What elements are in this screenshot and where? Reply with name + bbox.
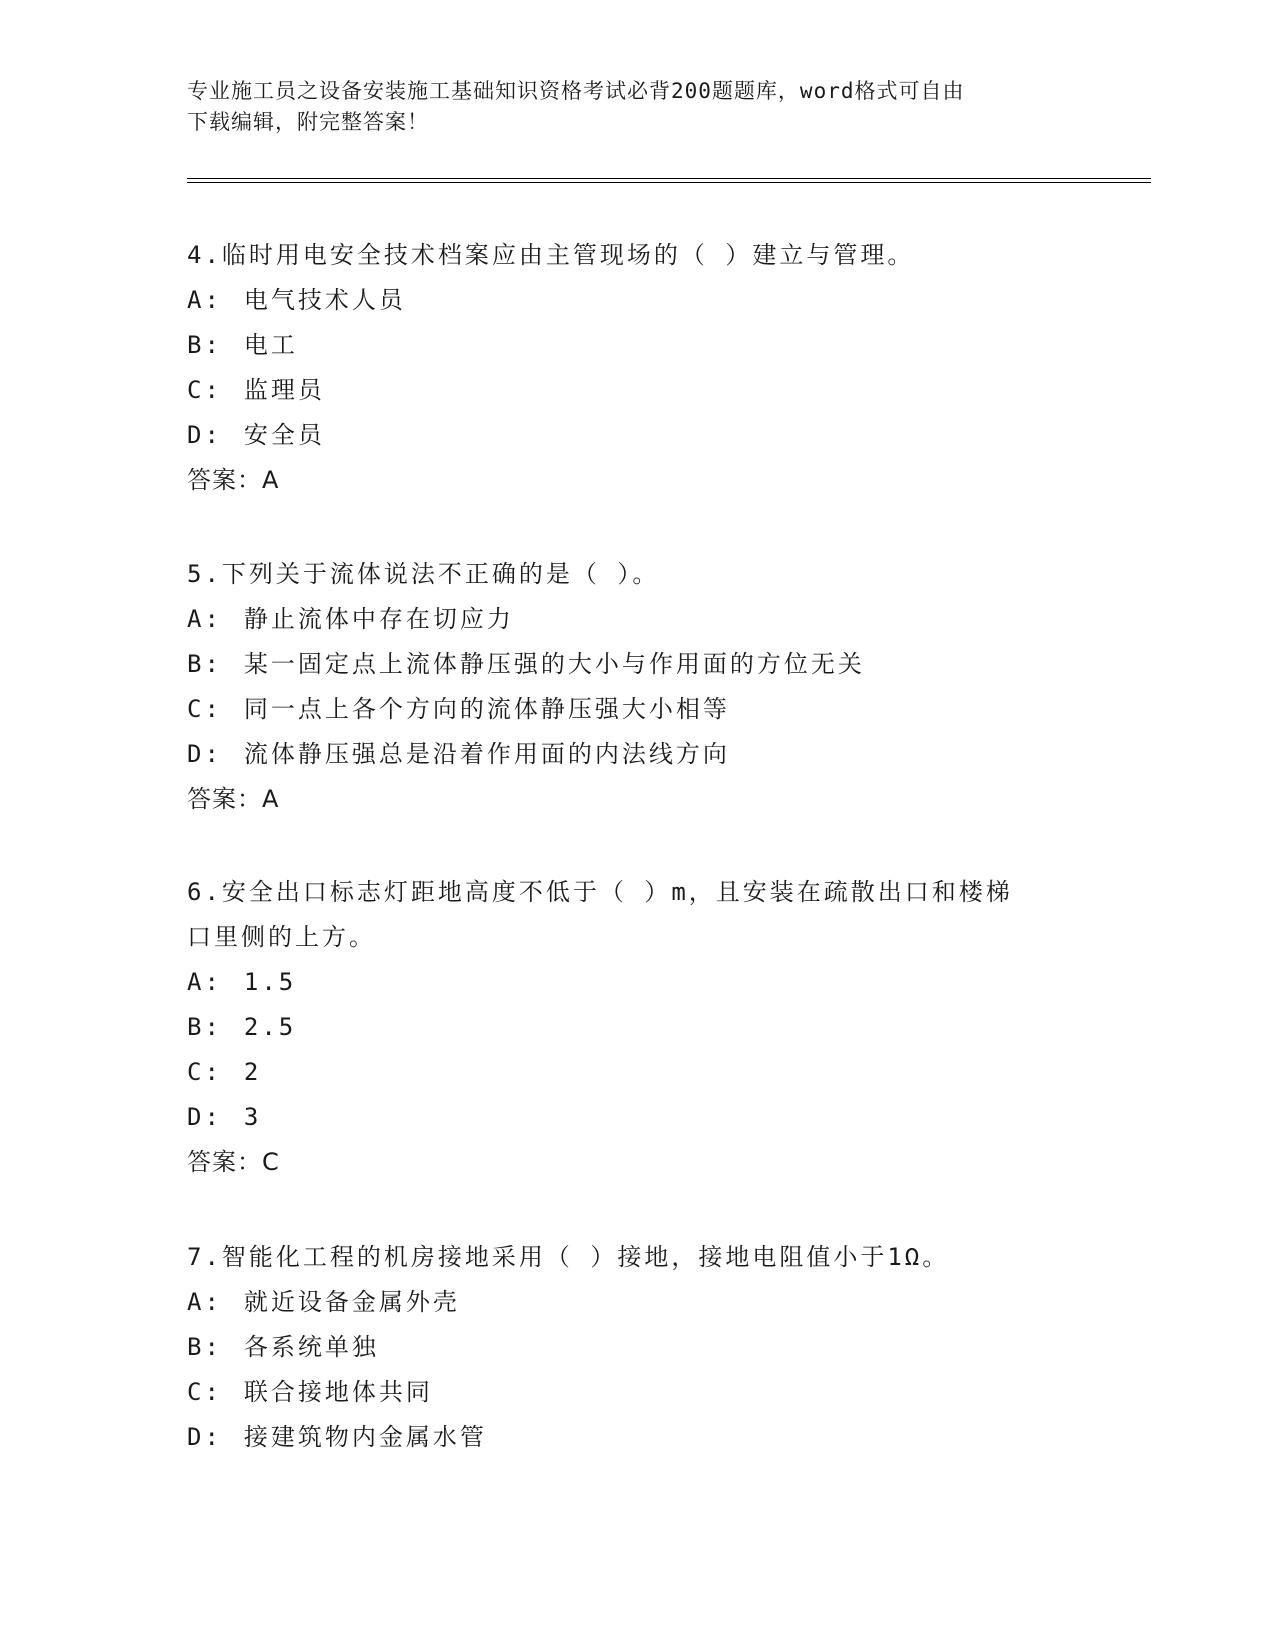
option-c [187, 1370, 1087, 1415]
option-key: C: [187, 1058, 222, 1086]
option-text: 2.5 [243, 1013, 297, 1041]
option-b [187, 642, 1087, 687]
option-a [187, 960, 1087, 1005]
option-text: 同一点上各个方向的流体静压强大小相等 [243, 695, 730, 723]
option-key: A: [187, 968, 222, 996]
option-key: B: [187, 1013, 222, 1041]
question-text-line-2: 口里侧的上方。 [187, 923, 376, 951]
question-text: 7.智能化工程的机房接地采用（ ）接地，接地电阻值小于1Ω。 [187, 1243, 950, 1271]
question-5 [187, 552, 1087, 822]
option-text: 就近设备金属外壳 [243, 1288, 460, 1316]
option-d [187, 413, 1087, 458]
option-a [187, 1280, 1087, 1325]
option-d [187, 1095, 1087, 1140]
option-c [187, 687, 1087, 732]
option-text: 2 [243, 1058, 262, 1086]
answer-line: 答案：C [187, 1148, 280, 1176]
header-line-1: 专业施工员之设备安装施工基础知识资格考试必背200题题库，word格式可自由 [187, 79, 965, 103]
option-text: 电气技术人员 [243, 286, 406, 314]
option-key: D: [187, 740, 222, 768]
option-key: D: [187, 1103, 222, 1131]
option-key: A: [187, 1288, 222, 1316]
option-c [187, 1050, 1087, 1095]
option-text: 流体静压强总是沿着作用面的内法线方向 [243, 740, 730, 768]
option-b [187, 1005, 1087, 1050]
option-text: 监理员 [243, 376, 325, 404]
header-divider-bottom [187, 182, 1151, 183]
option-key: B: [187, 331, 222, 359]
option-key: A: [187, 605, 222, 633]
option-b [187, 1325, 1087, 1370]
option-d [187, 1415, 1087, 1460]
option-a [187, 597, 1087, 642]
question-7 [187, 1235, 1087, 1460]
option-text: 静止流体中存在切应力 [243, 605, 514, 633]
option-b [187, 323, 1087, 368]
option-key: B: [187, 1333, 222, 1361]
header-line-2: 下载编辑，附完整答案！ [187, 110, 429, 134]
document-header [187, 76, 1087, 138]
option-key: D: [187, 421, 222, 449]
option-text: 联合接地体共同 [243, 1378, 433, 1406]
header-divider-top [187, 178, 1151, 179]
option-key: C: [187, 695, 222, 723]
option-text: 电工 [243, 331, 298, 359]
option-key: C: [187, 376, 222, 404]
option-key: A: [187, 286, 222, 314]
option-c [187, 368, 1087, 413]
question-text: 5.下列关于流体说法不正确的是（ ）。 [187, 560, 660, 588]
answer-line: 答案：A [187, 785, 280, 813]
option-key: D: [187, 1423, 222, 1451]
option-text: 1.5 [243, 968, 297, 996]
option-text: 接建筑物内金属水管 [243, 1423, 487, 1451]
option-a [187, 278, 1087, 323]
question-text: 4.临时用电安全技术档案应由主管现场的（ ）建立与管理。 [187, 241, 915, 269]
question-4 [187, 233, 1087, 503]
question-text-line-1: 6.安全出口标志灯距地高度不低于（ ）m，且安装在疏散出口和楼梯 [187, 878, 1013, 906]
option-text: 某一固定点上流体静压强的大小与作用面的方位无关 [243, 650, 865, 678]
option-key: B: [187, 650, 222, 678]
answer-line: 答案：A [187, 466, 280, 494]
option-key: C: [187, 1378, 222, 1406]
option-d [187, 732, 1087, 777]
option-text: 安全员 [243, 421, 325, 449]
question-6 [187, 870, 1087, 1185]
option-text: 各系统单独 [243, 1333, 379, 1361]
option-text: 3 [243, 1103, 262, 1131]
